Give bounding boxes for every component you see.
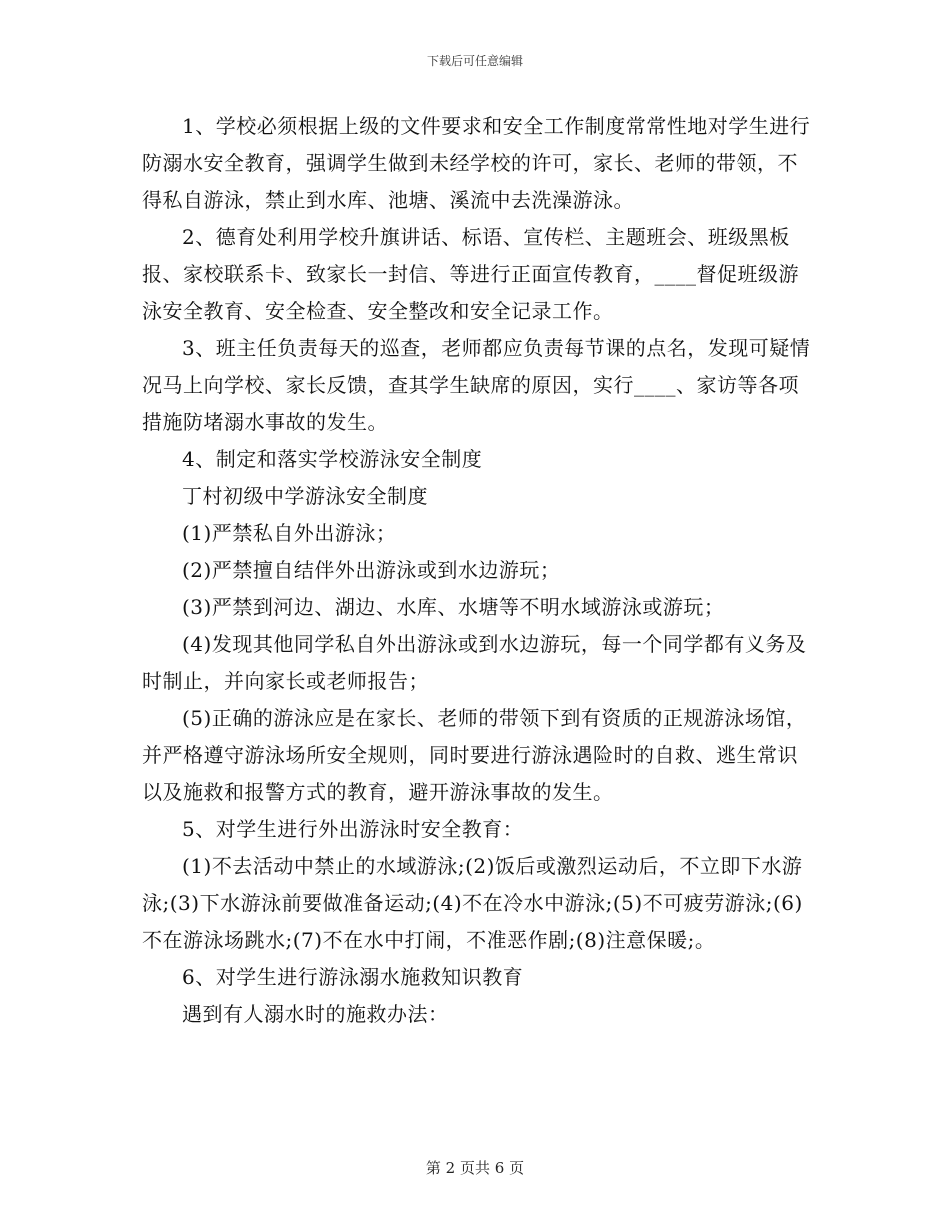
safety-items: (1)不去活动中禁止的水域游泳;(2)饭后或激烈运动后，不立即下水游泳;(3)下水游泳前要做准备运动;(4)不在冷水中游泳;(5)不可疲劳游泳;(6)不在游泳场跳水;(7)不在水中打闹，不准恶作剧;(8)注意保暖;。	[142, 854, 803, 952]
rule-item-3: (3)严禁到河边、湖边、水库、水塘等不明水域游泳或游玩；	[182, 595, 725, 619]
rule-item-2: (2)严禁擅自结伴外出游泳或到水边游玩；	[182, 558, 561, 582]
section-heading-4: 4、制定和落实学校游泳安全制度	[182, 447, 483, 471]
page-footer: 第 2 页共 6 页	[425, 1159, 525, 1177]
page-header: 下载后可任意编辑	[426, 54, 523, 68]
paragraph-3: 3、班主任负责每天的巡查，老师都应负责每节课的点名，发现可疑情况马上向学校、家长反馈，查其学生缺席的原因，实行____、家访等各项措施防堵溺水事故的发生。	[142, 336, 811, 434]
rule-item-4: (4)发现其他同学私自外出游泳或到水边游玩，每一个同学都有义务及时制止，并向家长或老师报告；	[142, 632, 807, 693]
paragraph-1: 1、学校必须根据上级的文件要求和安全工作制度常常性地对学生进行防溺水安全教育，强调学生做到未经学校的许可，家长、老师的带领，不得私自游泳，禁止到水库、池塘、溪流中去洗澡游泳。	[142, 114, 811, 212]
rule-item-1: (1)严禁私自外出游泳；	[182, 521, 397, 545]
rules-title: 丁村初级中学游泳安全制度	[182, 484, 428, 508]
document-body	[142, 108, 814, 1033]
rule-item-5: (5)正确的游泳应是在家长、老师的带领下到有资质的正规游泳场馆，并严格遵守游泳场所安全规则，同时要进行游泳遇险时的自救、逃生常识以及施救和报警方式的教育，避开游泳事故的发生。	[142, 706, 807, 804]
section-heading-5: 5、对学生进行外出游泳时安全教育：	[182, 817, 524, 841]
section-heading-6: 6、对学生进行游泳溺水施救知识教育	[182, 965, 524, 989]
paragraph-2: 2、德育处利用学校升旗讲话、标语、宣传栏、主题班会、班级黑板报、家校联系卡、致家长一封信、等进行正面宣传教育，____督促班级游泳安全教育、安全检查、安全整改和安全记录工作。	[142, 225, 799, 323]
rescue-intro: 遇到有人溺水时的施救办法：	[182, 1002, 449, 1026]
